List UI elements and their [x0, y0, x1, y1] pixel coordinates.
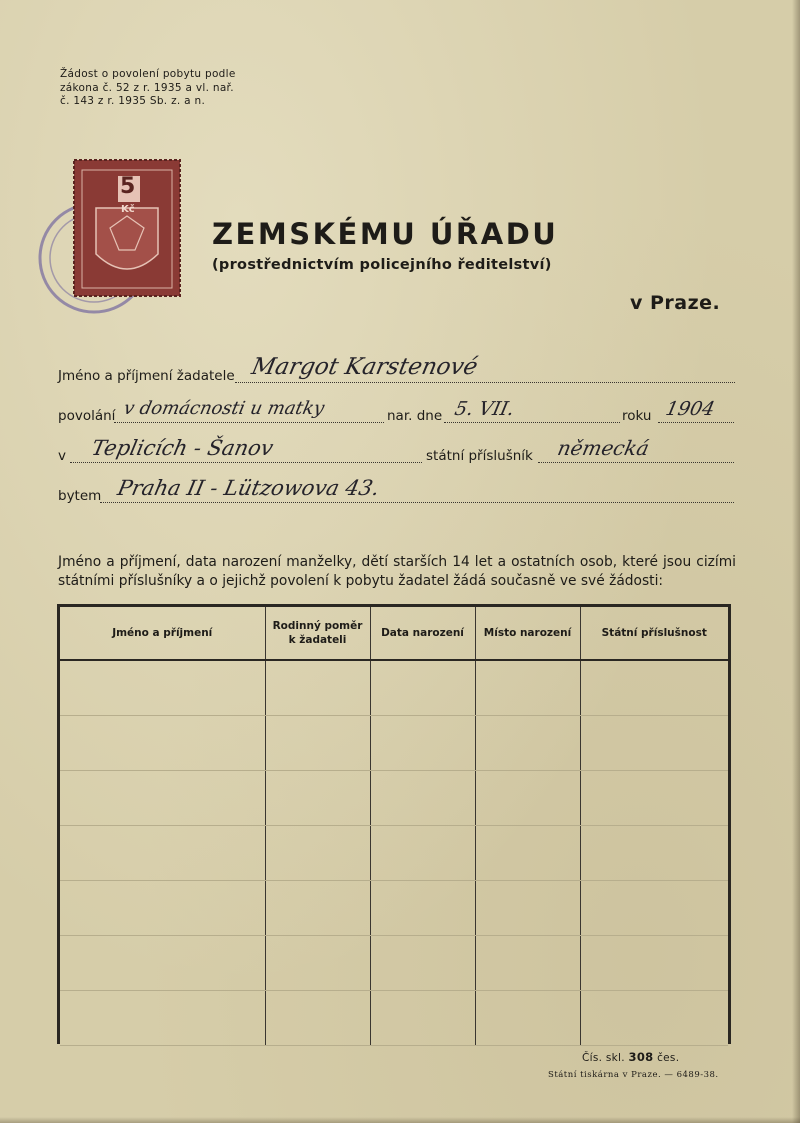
table-row: [60, 881, 728, 936]
table-row: [60, 991, 728, 1046]
birthplace-label: v: [58, 448, 66, 464]
table-cell[interactable]: [265, 660, 370, 716]
col-header-birthplace: Místo narození: [475, 607, 580, 660]
table-cell[interactable]: [580, 716, 728, 771]
table-cell[interactable]: [60, 826, 265, 881]
city-label: v Praze.: [630, 292, 721, 314]
table-cell[interactable]: [370, 716, 475, 771]
table-row: [60, 771, 728, 826]
table-cell[interactable]: [580, 991, 728, 1046]
table-cell[interactable]: [580, 936, 728, 991]
table-cell[interactable]: [265, 881, 370, 936]
birth-year-label: roku: [622, 408, 652, 424]
table-cell[interactable]: [475, 716, 580, 771]
legal-line-1: Žádost o povolení pobytu podle: [60, 68, 236, 80]
instruction-text: Jméno a příjmení, data narození manželky, dětí starších 14 let a ostatních osob, které jsou cizími státními příslušníky a o jejichž povolení k pobytu žadatel žádá současně ve své žádosti:: [58, 554, 736, 589]
name-value[interactable]: Margot Karstenové: [249, 354, 480, 380]
table-cell[interactable]: [475, 881, 580, 936]
table-cell[interactable]: [475, 771, 580, 826]
table-cell[interactable]: [60, 771, 265, 826]
birth-date-value[interactable]: 5. VII.: [452, 398, 517, 420]
page-subtitle: (prostřednictvím policejního ředitelství): [212, 257, 552, 273]
birthplace-value[interactable]: Teplicích - Šanov: [89, 436, 276, 460]
birth-year-value[interactable]: 1904: [663, 398, 717, 420]
table-cell[interactable]: [580, 660, 728, 716]
table-cell[interactable]: [475, 936, 580, 991]
table-cell[interactable]: [60, 716, 265, 771]
form-number-suffix: čes.: [657, 1052, 680, 1064]
legal-line-3: č. 143 z r. 1935 Sb. z. a n.: [60, 95, 206, 107]
citizenship-value[interactable]: německá: [555, 436, 652, 460]
table-cell[interactable]: [60, 660, 265, 716]
table-cell[interactable]: [265, 716, 370, 771]
table-cell[interactable]: [60, 881, 265, 936]
table-row: [60, 660, 728, 716]
table-cell[interactable]: [265, 936, 370, 991]
table-cell[interactable]: [265, 991, 370, 1046]
family-members-table: [57, 604, 731, 1044]
col-header-relation: Rodinný poměr k žadateli: [265, 607, 370, 660]
table-cell[interactable]: [370, 881, 475, 936]
table-cell[interactable]: [370, 991, 475, 1046]
legal-reference: [60, 68, 260, 109]
table-cell[interactable]: [580, 881, 728, 936]
table-header-row: [60, 607, 728, 660]
table-cell[interactable]: [580, 771, 728, 826]
col-header-birth-date: Data narození: [370, 607, 475, 660]
table-cell[interactable]: [370, 826, 475, 881]
table-cell[interactable]: [265, 771, 370, 826]
citizenship-label: státní příslušník: [426, 448, 533, 464]
table-cell[interactable]: [475, 826, 580, 881]
name-label: Jméno a příjmení žadatele: [58, 368, 235, 384]
form-number: [582, 1050, 679, 1064]
occupation-value[interactable]: v domácnosti u matky: [121, 398, 327, 419]
form-number-value: 308: [628, 1050, 654, 1064]
printer-imprint: Státní tiskárna v Praze. — 6489-38.: [548, 1070, 719, 1080]
form-number-label: Čís. skl.: [582, 1052, 625, 1064]
col-header-citizenship: Státní příslušnost: [580, 607, 728, 660]
table-row: [60, 716, 728, 771]
stamps: [30, 158, 190, 328]
table-cell[interactable]: [60, 936, 265, 991]
table-cell[interactable]: [370, 936, 475, 991]
birth-date-label: nar. dne: [387, 408, 443, 424]
stamp-value: 5: [120, 174, 136, 199]
occupation-label: povolání: [58, 408, 116, 424]
stamp-currency: Kč: [121, 204, 135, 215]
legal-line-2: zákona č. 52 z r. 1935 a vl. nař.: [60, 81, 234, 94]
residence-label: bytem: [58, 488, 102, 504]
table-cell[interactable]: [475, 660, 580, 716]
page-title: ZEMSKÉMU ÚŘADU: [212, 217, 559, 251]
table-cell[interactable]: [475, 991, 580, 1046]
residence-value[interactable]: Praha II - Lützowova 43.: [115, 476, 382, 500]
col-header-name: Jméno a příjmení: [60, 607, 265, 660]
table-row: [60, 936, 728, 991]
table-cell[interactable]: [265, 826, 370, 881]
table-cell[interactable]: [580, 826, 728, 881]
table-row: [60, 826, 728, 881]
table-cell[interactable]: [60, 991, 265, 1046]
table-cell[interactable]: [370, 771, 475, 826]
table-cell[interactable]: [370, 660, 475, 716]
